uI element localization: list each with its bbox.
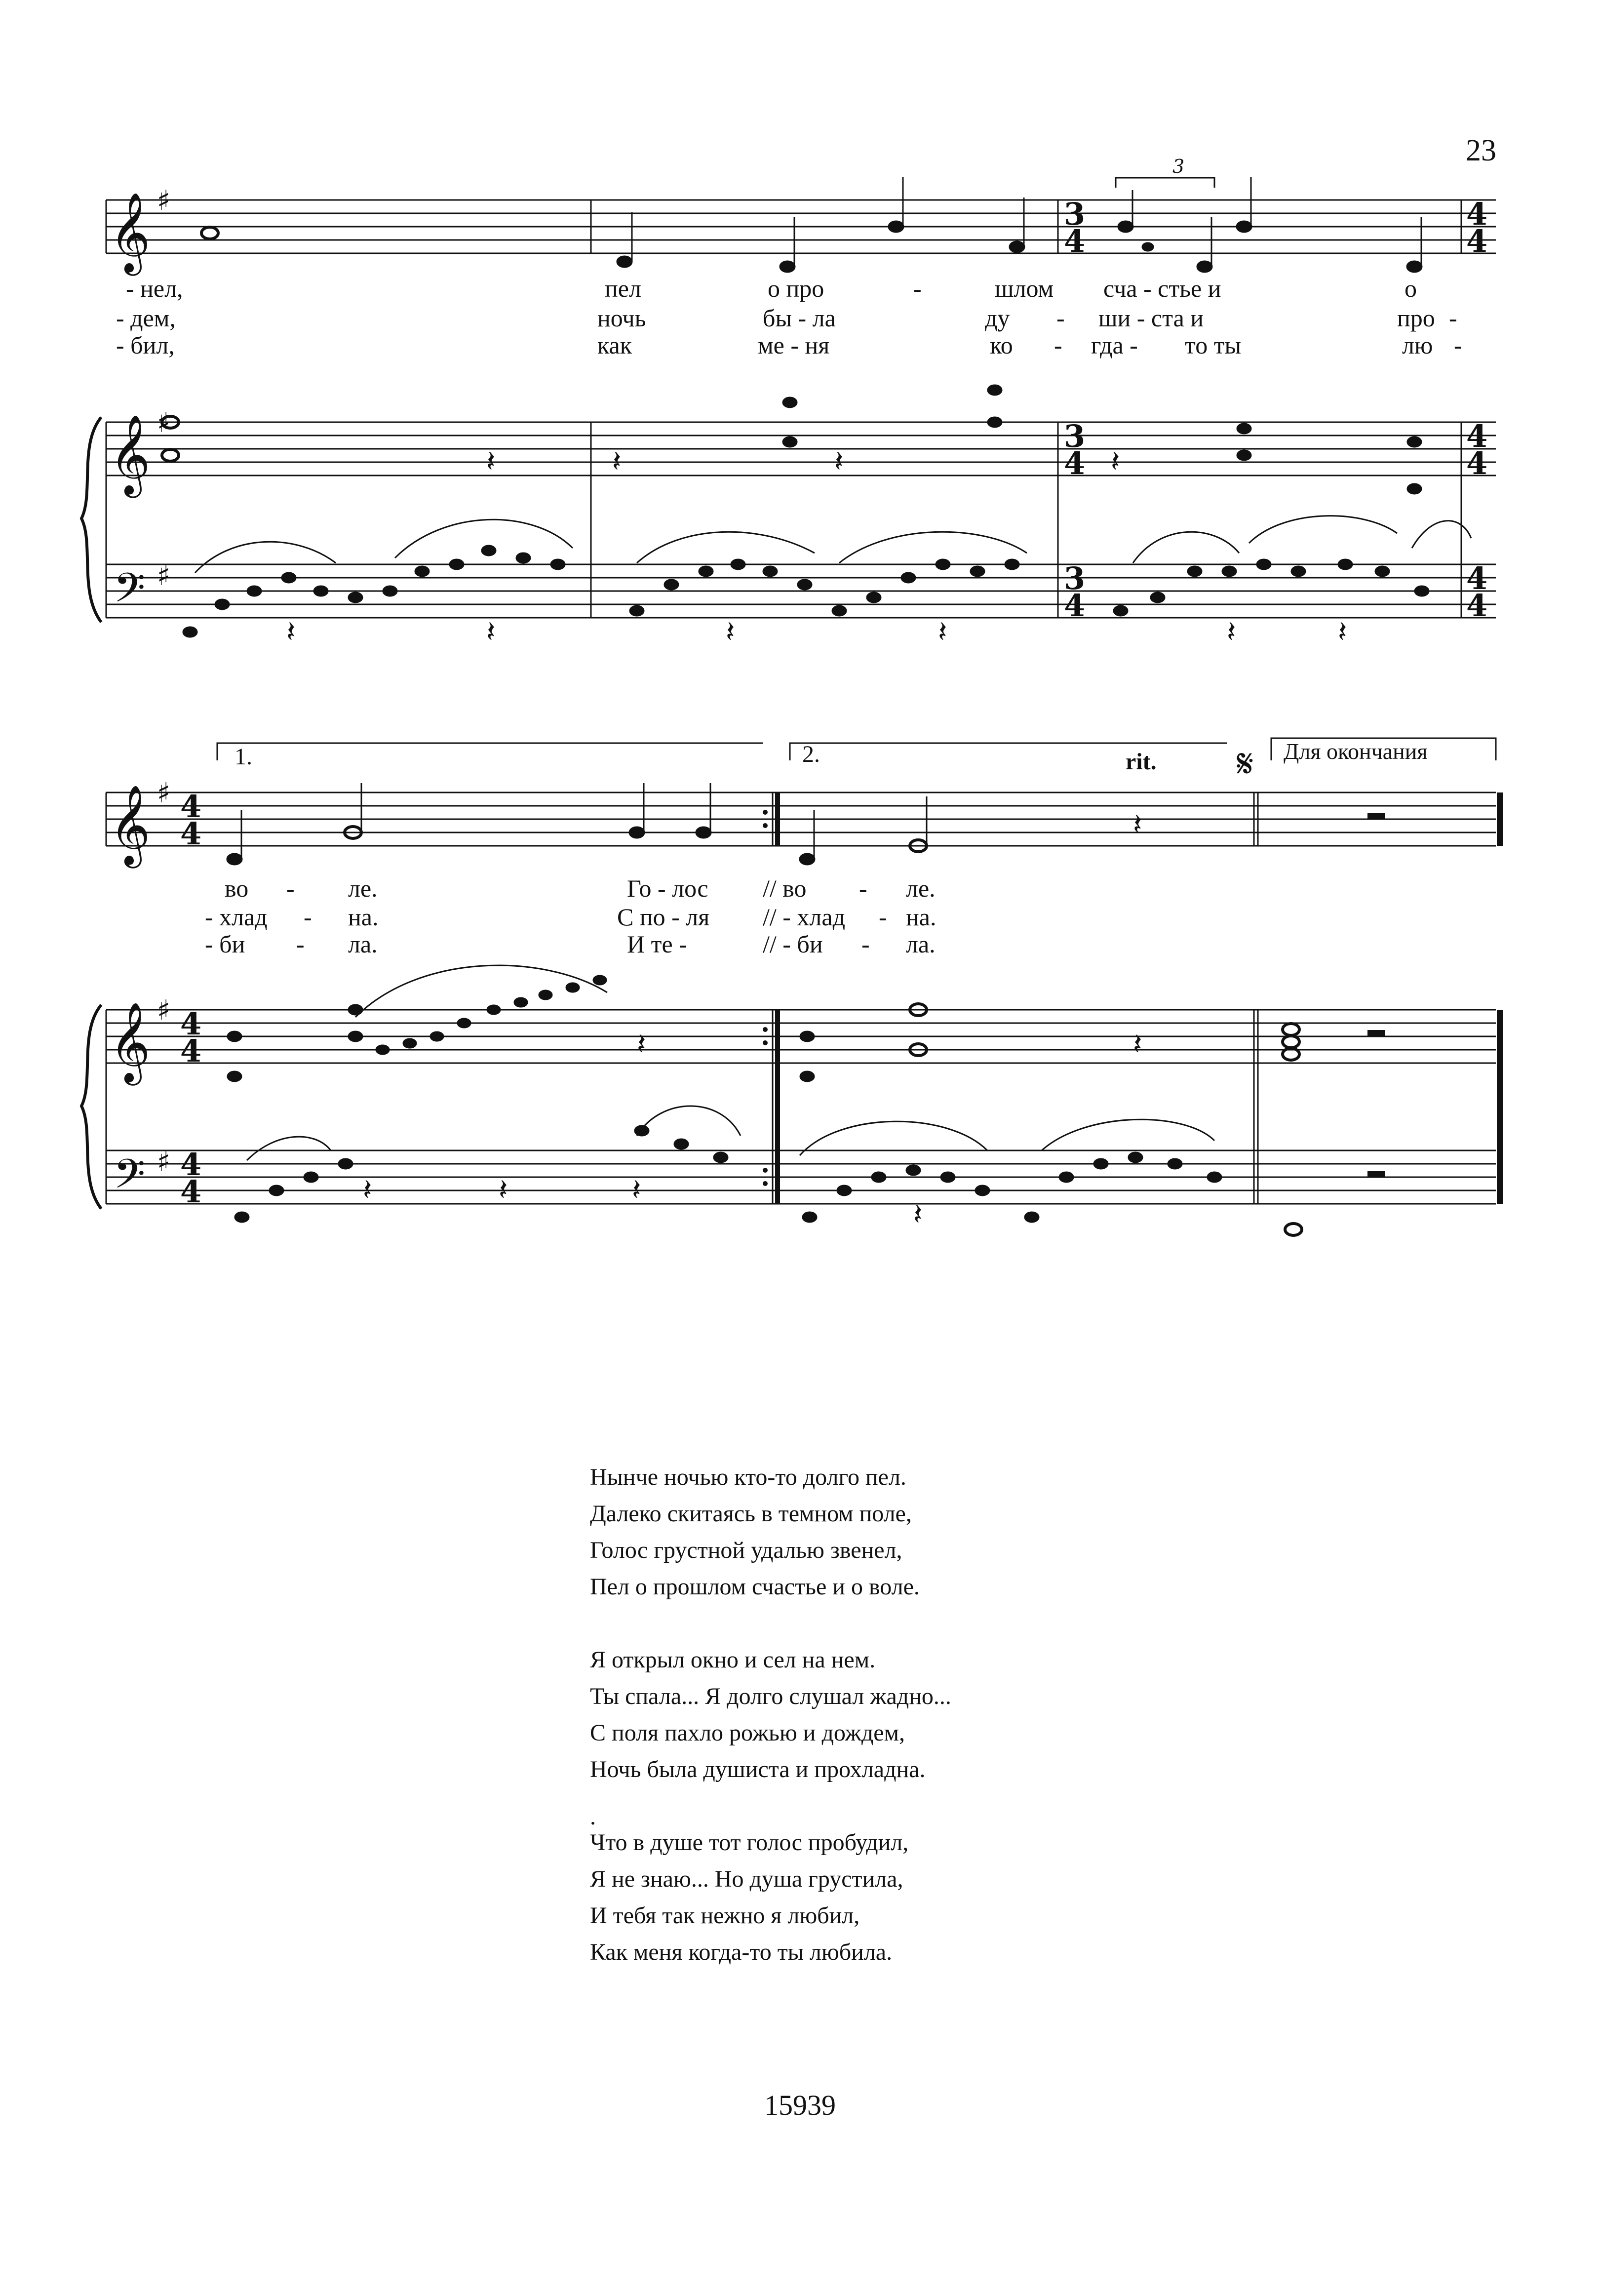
svg-text:♯: ♯ xyxy=(157,560,171,592)
piano-treble-staff-1 xyxy=(106,422,1496,475)
lyrics-verse-2: - дем, ночь бы - ла ду - ши - ста и про - xyxy=(116,304,1457,332)
svg-text:3: 3 xyxy=(1064,418,1086,454)
bass-clef: 𝄢 xyxy=(114,564,146,622)
svg-text:𝄽: 𝄽 xyxy=(1227,615,1236,649)
treble-clef: 𝄞 xyxy=(110,414,151,495)
svg-text:4: 4 xyxy=(180,1006,202,1042)
svg-text:𝄽: 𝄽 xyxy=(1111,444,1120,479)
svg-text:3: 3 xyxy=(1172,156,1185,177)
svg-text:𝄽: 𝄽 xyxy=(499,1173,508,1207)
lyrics-verse-1-sys2: во - ле. Го - лос // во - ле. xyxy=(225,874,936,902)
svg-text:4: 4 xyxy=(180,816,202,852)
svg-text:4: 4 xyxy=(1064,445,1086,481)
voice-staff-1 xyxy=(106,200,1496,253)
voice-staff-2 xyxy=(106,792,1496,846)
svg-text:4: 4 xyxy=(180,789,202,825)
catalog-number: 15939 xyxy=(764,2089,836,2121)
segno-sign: 𝄋 xyxy=(1237,741,1254,787)
poem-stanza: Что в душе тот голос пробудил, Я не знаю... Но душа грустила, И тебя так нежно я любил, Как меня когда-то ты любила. xyxy=(590,1829,909,1965)
treble-clef: 𝄞 xyxy=(110,1002,151,1082)
svg-text:3: 3 xyxy=(1064,196,1086,232)
lyrics-verse-3-sys2: - би - ла. И те - // - би - ла. xyxy=(205,930,936,958)
svg-text:𝄽: 𝄽 xyxy=(486,615,496,649)
svg-text:𝄽: 𝄽 xyxy=(913,1197,923,1232)
page-number: 23 xyxy=(1466,134,1496,167)
piano-brace-2 xyxy=(81,1005,101,1209)
svg-text:4: 4 xyxy=(180,1147,202,1183)
svg-text:4: 4 xyxy=(180,1033,202,1069)
svg-text:𝄽: 𝄽 xyxy=(938,615,947,649)
lyrics-verse-2-sys2: - хлад - на. С по - ля // - хлад - на. xyxy=(205,903,937,931)
svg-text:4: 4 xyxy=(1064,588,1086,624)
svg-text:♯: ♯ xyxy=(157,1146,171,1178)
svg-text:4: 4 xyxy=(1466,445,1488,481)
svg-text:4: 4 xyxy=(1064,223,1086,259)
svg-text:𝄽: 𝄽 xyxy=(363,1173,372,1207)
svg-text:♯: ♯ xyxy=(157,407,171,439)
svg-text:4: 4 xyxy=(1466,560,1488,596)
piano-brace-1 xyxy=(81,417,101,622)
svg-text:𝄽: 𝄽 xyxy=(612,444,622,479)
treble-clef: 𝄞 xyxy=(110,192,151,273)
poem-stanza: Я открыл окно и сел на нем. Ты спала... Я долго слушал жадно... С поля пахло рожью и дождем, Ночь была душиста и прохладна. xyxy=(590,1647,951,1782)
lyrics-verse-3: - бил, как ме - ня ко - гда - то ты лю - xyxy=(116,331,1462,359)
stanza-separator: . xyxy=(590,1804,596,1830)
svg-text:♯: ♯ xyxy=(157,185,171,217)
svg-text:𝄽: 𝄽 xyxy=(1133,807,1142,842)
lyrics-verse-1: - нел, пел о про - шлом сча - стье и о xyxy=(126,275,1417,302)
svg-text:4: 4 xyxy=(1466,196,1488,232)
svg-text:𝄽: 𝄽 xyxy=(726,615,735,649)
svg-text:𝄽: 𝄽 xyxy=(632,1173,641,1207)
svg-text:♯: ♯ xyxy=(157,994,171,1027)
svg-text:𝄽: 𝄽 xyxy=(637,1027,646,1062)
ending-label: Для окончания xyxy=(1284,739,1428,764)
poem-stanza: Нынче ночью кто-то долго пел. Далеко скитаясь в темном поле, Голос грустной удалью звенел, Пел о прошлом счастье и о воле. xyxy=(590,1464,920,1600)
svg-text:3: 3 xyxy=(1064,560,1086,596)
svg-text:4: 4 xyxy=(1466,223,1488,259)
svg-text:4: 4 xyxy=(1466,418,1488,454)
svg-text:𝄽: 𝄽 xyxy=(834,444,844,479)
bass-clef: 𝄢 xyxy=(114,1150,146,1208)
poem-text xyxy=(590,1459,951,2007)
svg-text:𝄽: 𝄽 xyxy=(286,615,296,649)
svg-text:𝄽: 𝄽 xyxy=(1133,1027,1142,1062)
svg-text:𝄽: 𝄽 xyxy=(486,444,496,479)
volta-1-label: 1. xyxy=(234,744,252,770)
svg-text:4: 4 xyxy=(180,1174,202,1210)
treble-clef: 𝄞 xyxy=(110,785,151,865)
ritardando-mark: rit. xyxy=(1126,749,1157,775)
svg-text:4: 4 xyxy=(1466,588,1488,624)
volta-2-label: 2. xyxy=(802,741,820,767)
svg-text:♯: ♯ xyxy=(157,777,171,809)
svg-text:𝄽: 𝄽 xyxy=(1338,615,1347,649)
